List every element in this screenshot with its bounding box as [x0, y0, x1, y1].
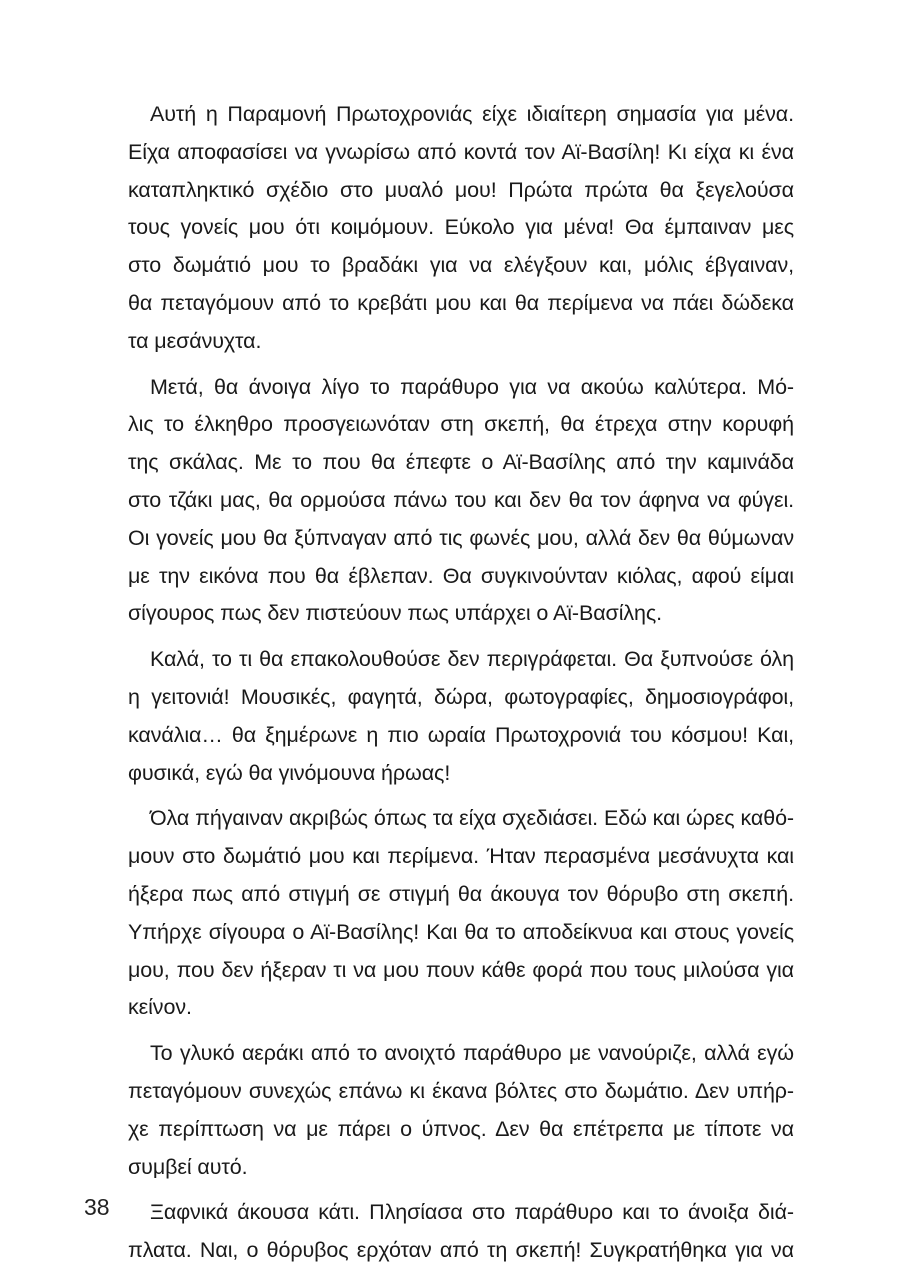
text-line: χε περίπτωση να με πάρει ο ύπνος. Δεν θα επέτρεπα με τίποτε να [128, 1116, 794, 1141]
text-line: Όλα πήγαιναν ακριβώς όπως τα είχα σχεδιάσει. Εδώ και ώρες καθό- [150, 806, 794, 831]
paragraph-6 [106, 1194, 794, 1270]
text-line: Αυτή η Παραμονή Πρωτοχρονιάς είχε ιδιαίτερη σημασία για μένα. [150, 102, 794, 126]
text-line: Μετά, θα άνοιγα λίγο το παράθυρο για να ακούω καλύτερα. Μό- [150, 374, 794, 399]
paragraph-5 [106, 1035, 794, 1186]
paragraph-2 [106, 369, 794, 634]
text-line: πλατα. Ναι, ο θόρυβος ερχόταν από τη σκεπή! Συγκρατήθηκα για να [128, 1238, 794, 1263]
text-line: κανάλια… θα ξημέρωνε η πιο ωραία Πρωτοχρονιά του κόσμου! Και, [128, 722, 794, 747]
text-line: συμβεί αυτό. [128, 1154, 248, 1179]
text-line: μου, που δεν ήξεραν τι να μου πουν κάθε φορά που τους μιλούσα για [128, 957, 794, 982]
text-line: Ξαφνικά άκουσα κάτι. Πλησίασα στο παράθυρο και το άνοιξα διά- [150, 1200, 794, 1225]
text-line: Οι γονείς μου θα ξύπναγαν από τις φωνές μου, αλλά δεν θα θύμωναν [128, 525, 794, 550]
text-line: Είχα αποφασίσει να γνωρίσω από κοντά τον Αϊ-Βασίλη! Κι είχα κι ένα [128, 139, 794, 164]
text-line: πεταγόμουν συνεχώς επάνω κι έκανα βόλτες στο δωμάτιο. Δεν υπήρ- [128, 1078, 794, 1103]
text-line: με την εικόνα που θα έβλεπαν. Θα συγκινούνταν κιόλας, αφού είμαι [128, 563, 794, 588]
paragraph-4 [106, 800, 794, 1027]
text-line: μουν στο δωμάτιό μου και περίμενα. Ήταν περασμένα μεσάνυχτα και [128, 844, 794, 869]
text-line: Το γλυκό αεράκι από το ανοιχτό παράθυρο με νανούριζε, αλλά εγώ [150, 1041, 794, 1066]
text-line: σίγουρος πως δεν πιστεύουν πως υπάρχει ο Αϊ-Βασίλης. [128, 601, 663, 626]
text-line: στο δωμάτιό μου το βραδάκι για να ελέγξουν και, μόλις έβγαιναν, [128, 253, 794, 278]
text-line: η γειτονιά! Μουσικές, φαγητά, δώρα, φωτογραφίες, δημοσιογράφοι, [128, 684, 794, 709]
text-line: Υπήρχε σίγουρα ο Αϊ-Βασίλης! Και θα το αποδείκνυα και στους γονείς [128, 919, 794, 944]
text-line: της σκάλας. Με το που θα έπεφτε ο Αϊ-Βασίλης από την καμινάδα [128, 450, 794, 475]
text-line: τους γονείς μου ότι κοιμόμουν. Εύκολο για μένα! Θα έμπαιναν μες [128, 215, 794, 240]
text-line: λις το έλκηθρο προσγειωνόταν στη σκεπή, θα έτρεχα στην κορυφή [128, 412, 794, 437]
text-line: τα μεσάνυχτα. [128, 328, 262, 353]
paragraph-3 [106, 641, 794, 792]
paragraph-1 [106, 96, 794, 361]
text-line: στο τζάκι μας, θα ορμούσα πάνω του και δεν θα τον άφηνα να φύγει. [128, 487, 794, 512]
text-line: φυσικά, εγώ θα γινόμουνα ήρωας! [128, 760, 451, 785]
text-line: ήξερα πως από στιγμή σε στιγμή θα άκουγα τον θόρυβο στη σκεπή. [128, 881, 794, 906]
text-line: καταπληκτικό σχέδιο στο μυαλό μου! Πρώτα πρώτα θα ξεγελούσα [128, 177, 794, 202]
text-line: κείνον. [128, 995, 192, 1020]
text-line: θα πεταγόμουν από το κρεβάτι μου και θα περίμενα να πάει δώδεκα [128, 290, 794, 315]
text-line: Καλά, το τι θα επακολουθούσε δεν περιγράφεται. Θα ξυπνούσε όλη [150, 647, 794, 672]
page-body [106, 96, 794, 1278]
page-number: 38 [84, 1194, 110, 1220]
